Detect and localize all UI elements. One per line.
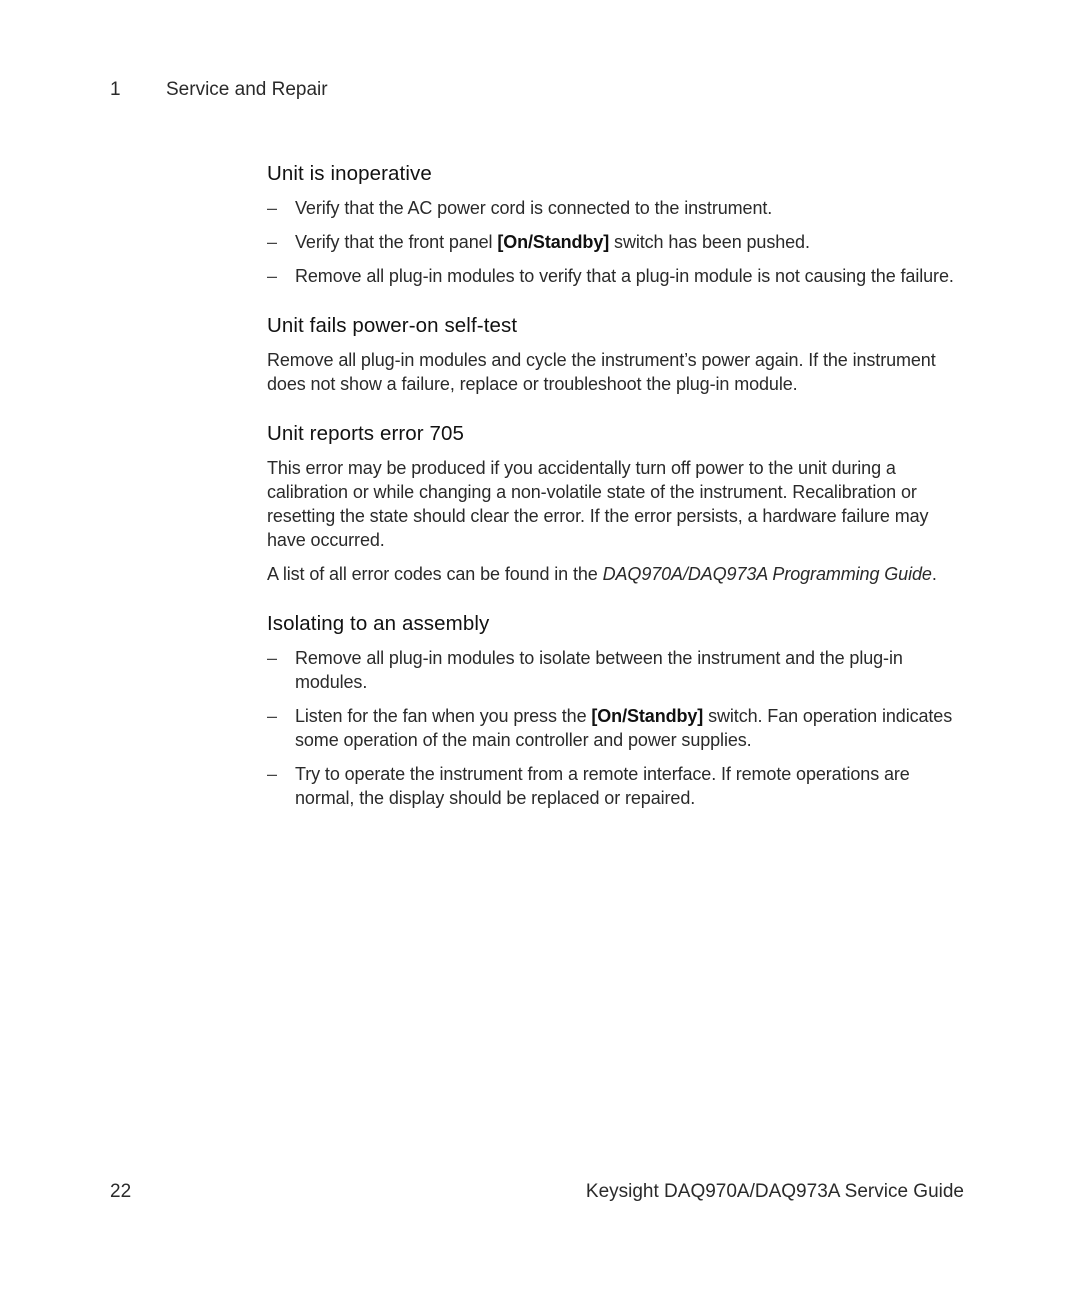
- dash-bullet: –: [267, 706, 277, 726]
- dash-bullet: –: [267, 648, 277, 668]
- list-item: [267, 704, 967, 752]
- list-item-text: Verify that the front panel: [295, 232, 498, 252]
- page-content: [267, 162, 967, 836]
- list-item: [267, 646, 967, 694]
- on-standby-key-label: [On/Standby]: [591, 706, 704, 726]
- list-item-text: Remove all plug-in modules to isolate between the instrument and the plug-in modules.: [295, 648, 903, 692]
- paragraph-text: .: [931, 564, 937, 584]
- running-header: [110, 79, 328, 101]
- dash-bullet: –: [267, 232, 277, 252]
- list-item-text: Try to operate the instrument from a remote interface. If remote operations are normal, the display should be replaced or repaired.: [295, 764, 910, 808]
- bullet-list: [267, 646, 967, 810]
- list-item-text: Verify that the AC power cord is connected to the instrument.: [295, 198, 773, 218]
- list-item: [267, 762, 967, 810]
- section-heading: Unit fails power-on self-test: [267, 314, 518, 337]
- list-item-text: switch. Fan operation indicates some operation of the main controller and power supplies.: [295, 706, 953, 750]
- section-heading: Unit reports error 705: [267, 422, 465, 445]
- section-unit-inoperative: [267, 162, 967, 288]
- paragraph-text: A list of all error codes can be found in the: [267, 564, 603, 584]
- section-heading: Isolating to an assembly: [267, 612, 490, 635]
- on-standby-key-label: [On/Standby]: [497, 232, 610, 252]
- dash-bullet: –: [267, 764, 277, 784]
- section-error-705: [267, 422, 967, 586]
- chapter-title: Service and Repair: [166, 79, 328, 100]
- section-isolating-assembly: [267, 612, 967, 810]
- list-item: [267, 196, 967, 220]
- bullet-list: [267, 196, 967, 288]
- section-heading: Unit is inoperative: [267, 162, 432, 185]
- body-paragraph: This error may be produced if you accidentally turn off power to the unit during a calibration or while changing a non-volatile state of the instrument. Recalibration or resetting the state should clear the error. If the error persists, a hardware failure may have occurred.: [267, 458, 929, 550]
- list-item-text: switch has been pushed.: [609, 232, 810, 252]
- list-item-text: Remove all plug-in modules to verify that a plug-in module is not causing the failure.: [295, 266, 954, 286]
- chapter-number: 1: [110, 79, 121, 100]
- page-number: 22: [110, 1181, 132, 1202]
- body-paragraph: Remove all plug-in modules and cycle the instrument’s power again. If the instrument does not show a failure, replace or troubleshoot the plug-in module.: [267, 350, 936, 394]
- body-paragraph: [267, 562, 967, 586]
- list-item-text: Listen for the fan when you press the: [295, 706, 592, 726]
- guide-title: Keysight DAQ970A/DAQ973A Service Guide: [585, 1181, 964, 1202]
- section-self-test: [267, 314, 967, 396]
- dash-bullet: –: [267, 266, 277, 286]
- dash-bullet: –: [267, 198, 277, 218]
- list-item: [267, 264, 967, 288]
- programming-guide-reference: DAQ970A/DAQ973A Programming Guide: [602, 564, 932, 584]
- list-item: [267, 230, 967, 254]
